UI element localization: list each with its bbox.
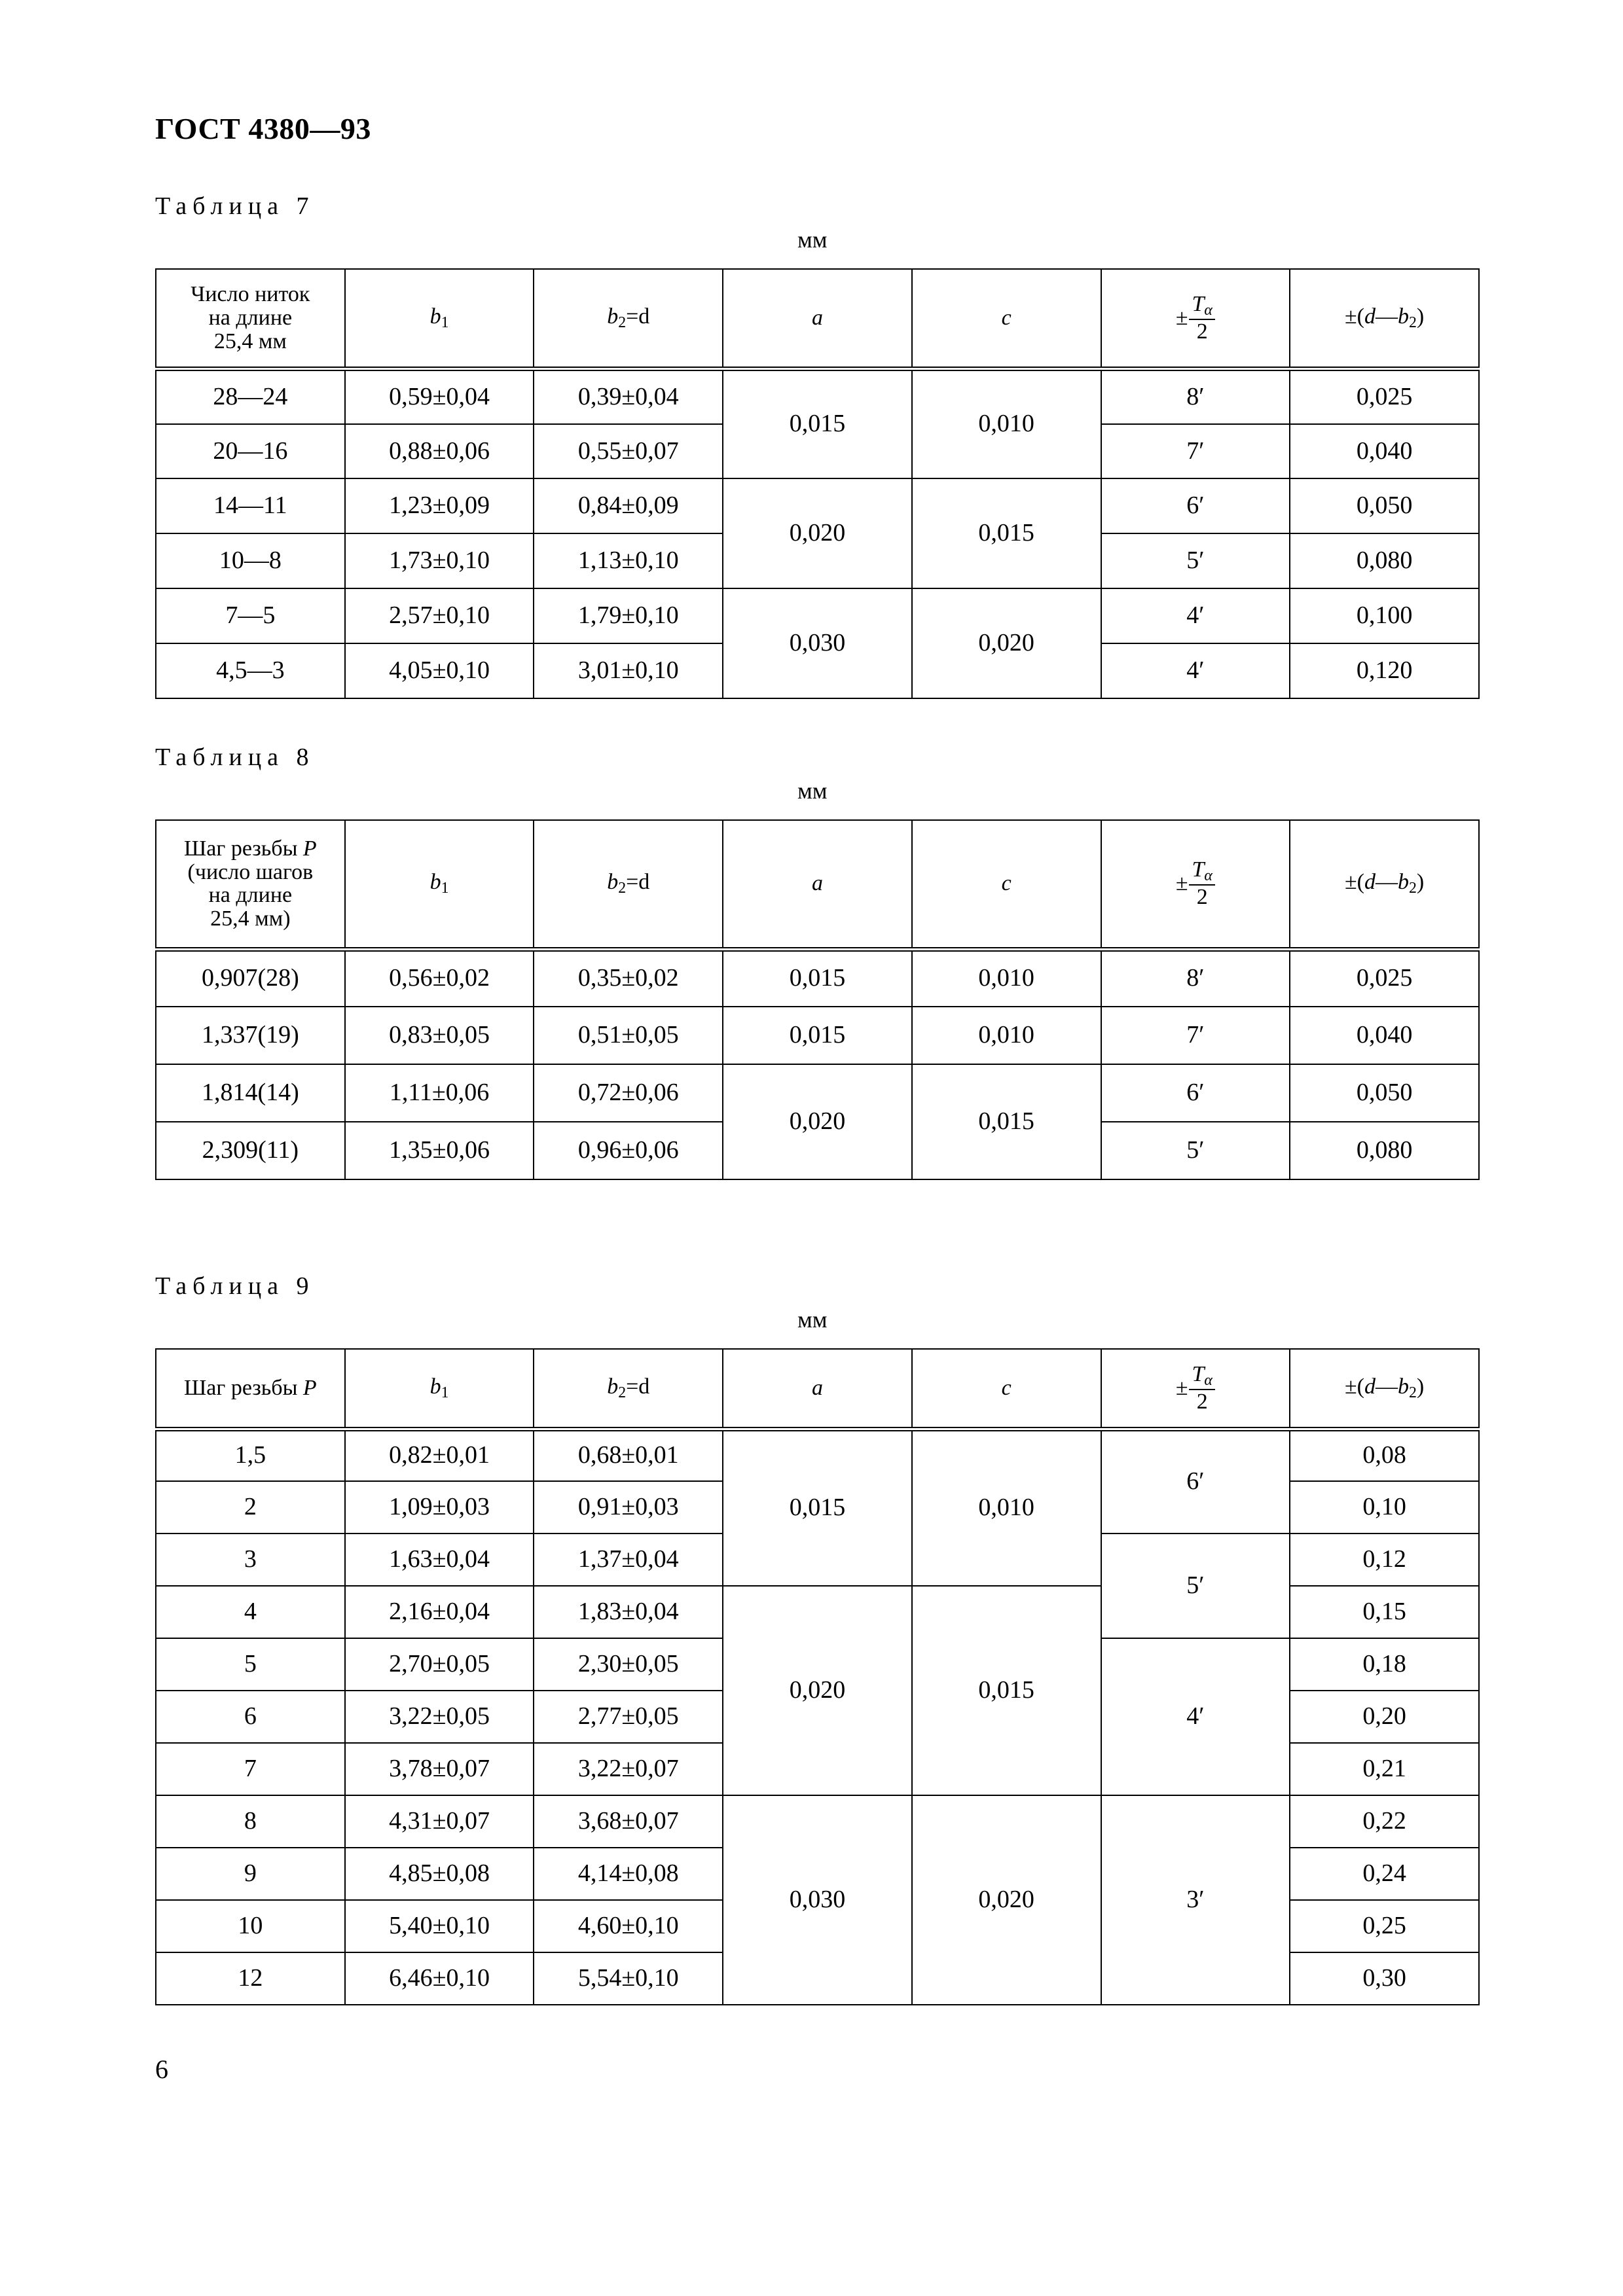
table-row <box>156 478 1479 533</box>
cell-b1: 1,63±0,04 <box>345 1534 534 1586</box>
cell-d-minus-b2: 0,22 <box>1290 1795 1479 1848</box>
table-8-caption: Таблица 8 <box>155 744 315 771</box>
col-header-b1: $b_1$ <box>345 269 534 368</box>
table-7-caption: Таблица 7 <box>155 192 315 220</box>
page-number: 6 <box>155 2054 168 2084</box>
cell-b1: 1,73±0,10 <box>345 533 534 588</box>
cell-b2-d: 1,79±0,10 <box>534 588 723 643</box>
cell-d-minus-b2: 0,24 <box>1290 1848 1479 1900</box>
col-header-a: a <box>723 269 912 368</box>
cell-b2-d: 3,01±0,10 <box>534 643 723 698</box>
cell-thread-pitch: 7 <box>156 1743 345 1795</box>
col-header-a: a <box>723 1349 912 1429</box>
table-row <box>156 949 1479 1007</box>
cell-b1: 6,46±0,10 <box>345 1952 534 2005</box>
cell-b2-d: 4,60±0,10 <box>534 1900 723 1952</box>
col-header-half-angle-tolerance: ± $\frac{T_\alpha}{2}$ <box>1101 1349 1290 1429</box>
cell-c: 0,010 <box>912 1007 1101 1064</box>
cell-b2-d: 0,39±0,04 <box>534 368 723 424</box>
cell-b1: 4,05±0,10 <box>345 643 534 698</box>
cell-d-minus-b2: 0,08 <box>1290 1429 1479 1481</box>
table-7-unit: мм <box>797 226 828 253</box>
cell-a: 0,030 <box>723 1795 912 2005</box>
table-row <box>156 1429 1479 1481</box>
cell-b1: 3,22±0,05 <box>345 1691 534 1743</box>
cell-thread-count: 4,5—3 <box>156 643 345 698</box>
cell-b2-d: 4,14±0,08 <box>534 1848 723 1900</box>
col-header-d-minus-b2: $\pm(d—b_2)$ <box>1290 1349 1479 1429</box>
col-header-thread-pitch: Шаг резьбы P (число шагов на длине 25,4 мм) <box>156 820 345 949</box>
cell-a: 0,015 <box>723 1429 912 1586</box>
cell-thread-pitch: 6 <box>156 1691 345 1743</box>
col-header-thread-pitch: Шаг резьбы P <box>156 1349 345 1429</box>
cell-d-minus-b2: 0,18 <box>1290 1638 1479 1691</box>
cell-half-angle: 5′ <box>1101 1534 1290 1638</box>
cell-half-angle: 8′ <box>1101 368 1290 424</box>
cell-b1: 5,40±0,10 <box>345 1900 534 1952</box>
cell-thread-pitch: 1,5 <box>156 1429 345 1481</box>
cell-half-angle: 6′ <box>1101 478 1290 533</box>
table-row <box>156 1795 1479 1848</box>
cell-half-angle: 5′ <box>1101 533 1290 588</box>
cell-thread-pitch: 3 <box>156 1534 345 1586</box>
cell-d-minus-b2: 0,15 <box>1290 1586 1479 1638</box>
cell-a: 0,015 <box>723 949 912 1007</box>
cell-b1: 0,56±0,02 <box>345 949 534 1007</box>
cell-b2-d: 0,55±0,07 <box>534 424 723 478</box>
table-9-unit: мм <box>797 1306 828 1333</box>
cell-thread-pitch: 12 <box>156 1952 345 2005</box>
table-9 <box>155 1348 1480 2005</box>
cell-b1: 1,35±0,06 <box>345 1122 534 1179</box>
cell-a: 0,020 <box>723 1586 912 1795</box>
cell-b1: 3,78±0,07 <box>345 1743 534 1795</box>
col-header-b1: $b_1$ <box>345 820 534 949</box>
cell-b1: 0,83±0,05 <box>345 1007 534 1064</box>
document-title: ГОСТ 4380—93 <box>155 112 371 145</box>
cell-thread-pitch: 1,337(19) <box>156 1007 345 1064</box>
col-header-d-minus-b2: $\pm(d—b_2)$ <box>1290 269 1479 368</box>
cell-half-angle: 4′ <box>1101 643 1290 698</box>
cell-thread-pitch: 5 <box>156 1638 345 1691</box>
cell-half-angle: 4′ <box>1101 588 1290 643</box>
cell-half-angle: 8′ <box>1101 949 1290 1007</box>
cell-half-angle: 7′ <box>1101 1007 1290 1064</box>
cell-thread-pitch: 10 <box>156 1900 345 1952</box>
cell-b1: 0,82±0,01 <box>345 1429 534 1481</box>
cell-b2-d: 0,51±0,05 <box>534 1007 723 1064</box>
table-8 <box>155 819 1480 1180</box>
col-header-b1: $b_1$ <box>345 1349 534 1429</box>
cell-c: 0,020 <box>912 588 1101 698</box>
cell-b1: 1,11±0,06 <box>345 1064 534 1122</box>
cell-half-angle: 3′ <box>1101 1795 1290 2005</box>
col-header-half-angle-tolerance: ± $\frac{T_\alpha}{2}$ <box>1101 269 1290 368</box>
cell-c: 0,020 <box>912 1795 1101 2005</box>
cell-c: 0,015 <box>912 478 1101 588</box>
cell-b1: 1,09±0,03 <box>345 1481 534 1534</box>
cell-half-angle: 6′ <box>1101 1429 1290 1534</box>
table-row <box>156 1007 1479 1064</box>
cell-d-minus-b2: 0,12 <box>1290 1534 1479 1586</box>
cell-thread-count: 28—24 <box>156 368 345 424</box>
cell-d-minus-b2: 0,025 <box>1290 368 1479 424</box>
cell-d-minus-b2: 0,10 <box>1290 1481 1479 1534</box>
cell-half-angle: 5′ <box>1101 1122 1290 1179</box>
table-row <box>156 1064 1479 1122</box>
cell-d-minus-b2: 0,025 <box>1290 949 1479 1007</box>
cell-thread-pitch: 8 <box>156 1795 345 1848</box>
cell-thread-count: 10—8 <box>156 533 345 588</box>
cell-b2-d: 5,54±0,10 <box>534 1952 723 2005</box>
table-row <box>156 368 1479 424</box>
cell-b1: 4,85±0,08 <box>345 1848 534 1900</box>
cell-thread-count: 14—11 <box>156 478 345 533</box>
col-header-a: a <box>723 820 912 949</box>
cell-d-minus-b2: 0,040 <box>1290 1007 1479 1064</box>
cell-d-minus-b2: 0,30 <box>1290 1952 1479 2005</box>
cell-a: 0,015 <box>723 368 912 478</box>
cell-b2-d: 0,84±0,09 <box>534 478 723 533</box>
cell-thread-pitch: 4 <box>156 1586 345 1638</box>
cell-b2-d: 0,91±0,03 <box>534 1481 723 1534</box>
cell-thread-pitch: 2 <box>156 1481 345 1534</box>
cell-thread-pitch: 9 <box>156 1848 345 1900</box>
cell-thread-pitch: 2,309(11) <box>156 1122 345 1179</box>
cell-b2-d: 1,83±0,04 <box>534 1586 723 1638</box>
col-header-b2-d: $b_2=d$ <box>534 1349 723 1429</box>
cell-b2-d: 0,35±0,02 <box>534 949 723 1007</box>
cell-half-angle: 7′ <box>1101 424 1290 478</box>
cell-d-minus-b2: 0,100 <box>1290 588 1479 643</box>
cell-a: 0,015 <box>723 1007 912 1064</box>
cell-b2-d: 0,72±0,06 <box>534 1064 723 1122</box>
cell-d-minus-b2: 0,050 <box>1290 1064 1479 1122</box>
cell-b1: 4,31±0,07 <box>345 1795 534 1848</box>
col-header-b2-d: $b_2=d$ <box>534 269 723 368</box>
cell-b2-d: 0,96±0,06 <box>534 1122 723 1179</box>
cell-b2-d: 2,30±0,05 <box>534 1638 723 1691</box>
cell-c: 0,010 <box>912 368 1101 478</box>
cell-a: 0,020 <box>723 478 912 588</box>
cell-half-angle: 6′ <box>1101 1064 1290 1122</box>
cell-b2-d: 3,68±0,07 <box>534 1795 723 1848</box>
cell-thread-count: 7—5 <box>156 588 345 643</box>
col-header-half-angle-tolerance: ± $\frac{T_\alpha}{2}$ <box>1101 820 1290 949</box>
cell-b2-d: 0,68±0,01 <box>534 1429 723 1481</box>
cell-d-minus-b2: 0,21 <box>1290 1743 1479 1795</box>
col-header-c: c <box>912 269 1101 368</box>
cell-c: 0,015 <box>912 1064 1101 1179</box>
col-header-d-minus-b2: $\pm(d—b_2)$ <box>1290 820 1479 949</box>
cell-c: 0,010 <box>912 949 1101 1007</box>
cell-thread-pitch: 0,907(28) <box>156 949 345 1007</box>
col-header-c: c <box>912 1349 1101 1429</box>
cell-b2-d: 1,37±0,04 <box>534 1534 723 1586</box>
cell-b2-d: 2,77±0,05 <box>534 1691 723 1743</box>
cell-b2-d: 1,13±0,10 <box>534 533 723 588</box>
cell-thread-pitch: 1,814(14) <box>156 1064 345 1122</box>
cell-a: 0,020 <box>723 1064 912 1179</box>
cell-b1: 0,59±0,04 <box>345 368 534 424</box>
table-8-unit: мм <box>797 778 828 804</box>
cell-a: 0,030 <box>723 588 912 698</box>
col-header-c: c <box>912 820 1101 949</box>
cell-c: 0,010 <box>912 1429 1101 1586</box>
cell-b1: 2,16±0,04 <box>345 1586 534 1638</box>
cell-d-minus-b2: 0,120 <box>1290 643 1479 698</box>
cell-b1: 0,88±0,06 <box>345 424 534 478</box>
cell-d-minus-b2: 0,080 <box>1290 1122 1479 1179</box>
cell-b1: 2,70±0,05 <box>345 1638 534 1691</box>
cell-c: 0,015 <box>912 1586 1101 1795</box>
cell-thread-count: 20—16 <box>156 424 345 478</box>
table-7 <box>155 268 1480 699</box>
table-row <box>156 588 1479 643</box>
table-9-caption: Таблица 9 <box>155 1272 315 1300</box>
cell-b2-d: 3,22±0,07 <box>534 1743 723 1795</box>
col-header-thread-count: Число ниток на длине 25,4 мм <box>156 269 345 368</box>
cell-b1: 2,57±0,10 <box>345 588 534 643</box>
cell-d-minus-b2: 0,20 <box>1290 1691 1479 1743</box>
cell-d-minus-b2: 0,080 <box>1290 533 1479 588</box>
cell-d-minus-b2: 0,25 <box>1290 1900 1479 1952</box>
col-header-b2-d: $b_2=d$ <box>534 820 723 949</box>
cell-d-minus-b2: 0,040 <box>1290 424 1479 478</box>
cell-half-angle: 4′ <box>1101 1638 1290 1795</box>
cell-b1: 1,23±0,09 <box>345 478 534 533</box>
cell-d-minus-b2: 0,050 <box>1290 478 1479 533</box>
